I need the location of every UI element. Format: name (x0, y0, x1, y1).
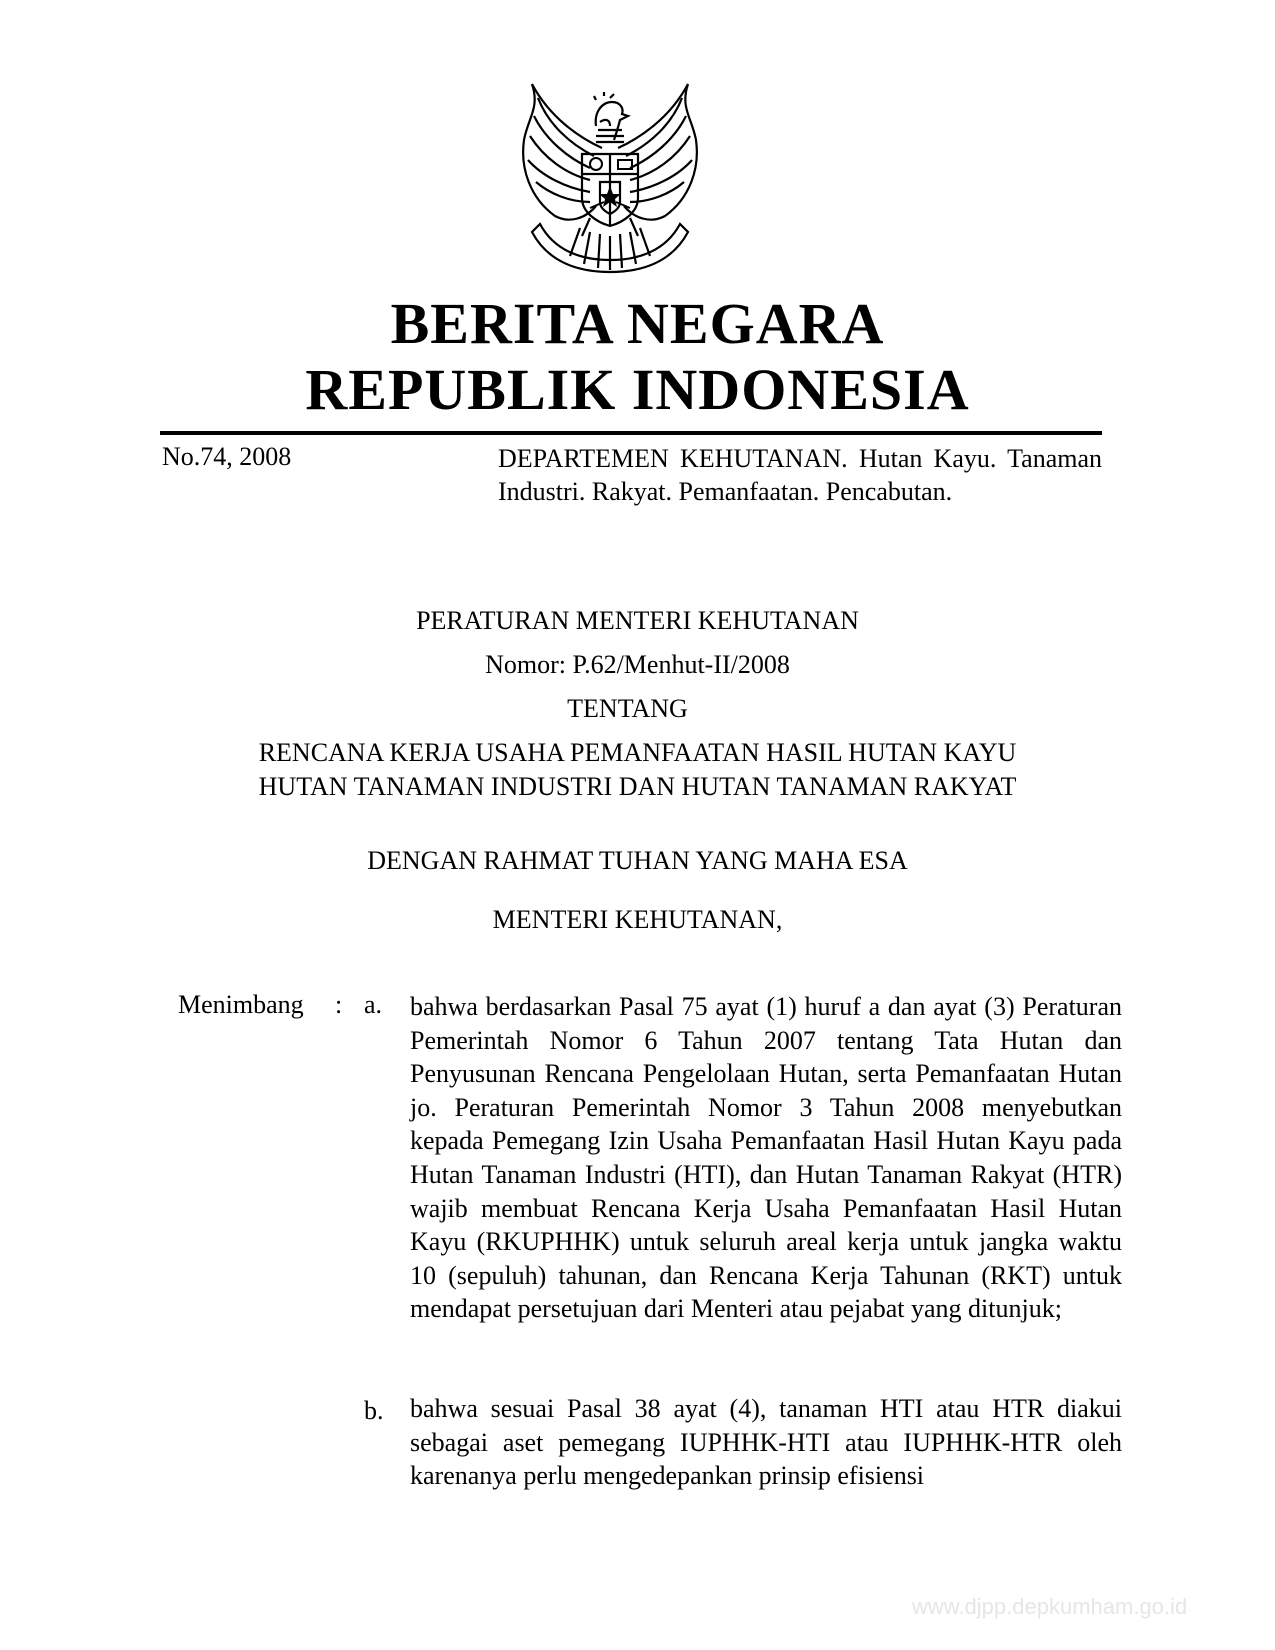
gazette-summary: DEPARTEMEN KEHUTANAN. Hutan Kayu. Tanaman Industri. Rakyat. Pemanfaatan. Pencabutan. (498, 444, 1102, 506)
regulation-tentang: TENTANG (567, 694, 688, 723)
consideration-text-b: bahwa sesuai Pasal 38 ayat (4), tanaman HTI atau HTR diakui sebagai aset pemegang IUPHHK-HTI atau IUPHHK-HTR oleh karenanya perlu mengedepankan prinsip efisiensi (410, 1394, 1122, 1491)
masthead-divider (160, 431, 1102, 435)
regulation-subject (0, 736, 1275, 804)
considerations-colon: : (335, 990, 343, 1019)
consideration-letter-a: a. (364, 990, 383, 1019)
masthead-line-2: REPUBLIK INDONESIA (305, 357, 970, 422)
issuer: MENTERI KEHUTANAN, (492, 905, 783, 934)
masthead-line-1: BERITA NEGARA (390, 291, 885, 356)
regulation-subject-line-1: RENCANA KERJA USAHA PEMANFAATAN HASIL HUTAN KAYU (258, 738, 1017, 767)
source-watermark: www.djpp.depkumham.go.id (912, 1594, 1188, 1619)
gazette-number: No.74, 2008 (162, 442, 292, 471)
consideration-text-a: bahwa berdasarkan Pasal 75 ayat (1) huruf a dan ayat (3) Peraturan Pemerintah Nomor 6 Tahun 2007 tentang Tata Hutan dan Penyusunan Rencana Pengelolaan Hutan, serta Pemanfaatan Hutan jo. Peraturan Pemerintah Nomor 3 Tahun 2008 menyebutkan kepada Pemegang Izin Usaha Pemanfaatan Hasil Hutan Kayu pada Hutan Tanaman Industri (HTI), dan Hutan Tanaman Rakyat (HTR) wajib membuat Rencana Kerja Usaha Pemanfaatan Hasil Hutan Kayu (RKUPHHK) untuk seluruh areal kerja untuk jangka waktu 10 (sepuluh) tahunan, dan Rencana Kerja Tahunan (RKT) untuk mendapat persetujuan dari Menteri atau pejabat yang ditunjuk; (410, 992, 1122, 1324)
invocation: DENGAN RAHMAT TUHAN YANG MAHA ESA (367, 846, 908, 875)
garuda-pancasila-emblem-icon (510, 78, 710, 278)
consideration-letter-b: b. (364, 1396, 384, 1425)
regulation-number: Nomor: P.62/Menhut-II/2008 (485, 650, 790, 679)
considerations-label: Menimbang (178, 990, 304, 1019)
regulation-title: PERATURAN MENTERI KEHUTANAN (416, 606, 859, 635)
regulation-subject-line-2: HUTAN TANAMAN INDUSTRI DAN HUTAN TANAMAN RAKYAT (258, 772, 1017, 801)
